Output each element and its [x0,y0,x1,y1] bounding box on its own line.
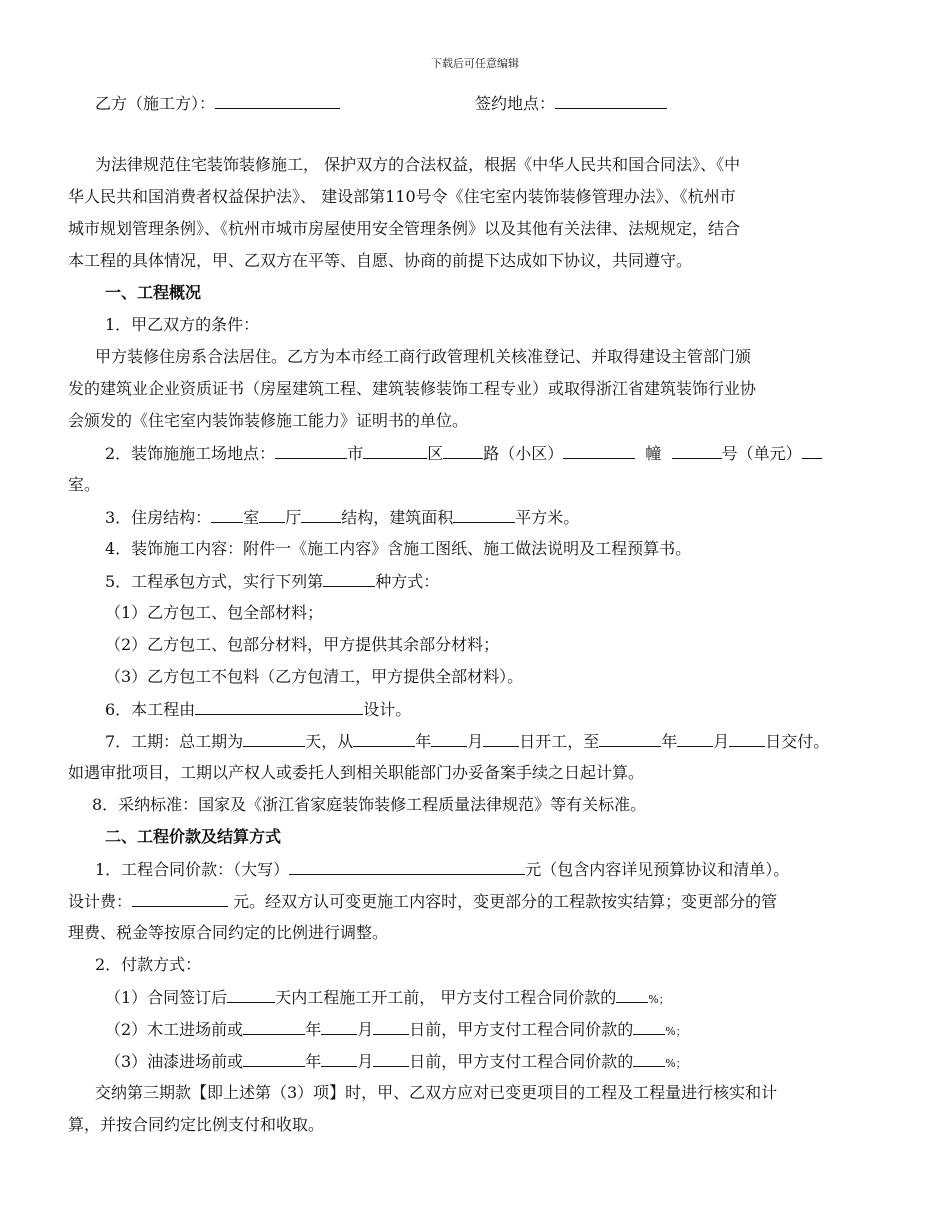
pay3-percent-blank [633,1051,665,1067]
pay1-percent-sign: %； [648,993,670,1006]
pay2-year-label: 年 [305,1020,322,1039]
intro-line-1: 为法律规范住宅装饰装修施工， 保护双方的合法权益，根据《中华人民共和国合同法》、《中 [95,155,741,174]
structure-label: 结构，建筑面积 [341,508,454,527]
s2-item1 [95,859,789,880]
intro-line-3: 城市规划管理条例》、《杭州市城市房屋使用安全管理条例》以及其他有关法律、法规规定，结合 [68,219,741,238]
s2-item1-line2 [68,891,777,912]
city-label: 市 [347,444,364,463]
s1-item5-prefix: 5．工程承包方式，实行下列第 [105,572,324,591]
s1-item8: 8．采纳标准：国家及《浙江省家庭装饰装修工程质量法律规范》等有关标准。 [92,795,647,814]
pay2-month-blank [321,1019,357,1035]
s2-item1-suffix: 元（包含内容详见预算协议和清单）。 [525,860,790,879]
end-year-label: 年 [661,732,678,751]
sign-place-blank [555,93,667,109]
start-label: 日开工，至 [519,732,600,751]
pay3-percent-sign: %； [665,1057,687,1070]
structure-blank [301,507,341,523]
party-b-line [95,93,340,114]
s1-item5-option-2: （2）乙方包工、包部分材料，甲方提供其余部分材料； [105,635,500,654]
unit-label: 号（单元） [721,444,802,463]
room-blank [802,443,822,459]
s1-item7 [105,731,829,752]
s1-item1: 1．甲乙双方的条件： [105,315,260,334]
s2-closing-1: 交纳第三期款【即上述第（3）项】时，甲、乙双方应对已变更项目的工程及工程量进行核实和计 [95,1083,778,1102]
s1-item2-room: 室。 [68,475,101,494]
pay2-percent-blank [633,1019,665,1035]
unit-blank [672,443,722,459]
end-month-blank [677,731,713,747]
contract-mode-blank [323,571,375,587]
end-day-blank [729,731,765,747]
room-count-blank [211,507,243,523]
pay2-percent-sign: %； [665,1025,687,1038]
pay2-year-blank [243,1019,305,1035]
end-year-blank [599,731,661,747]
intro-line-4: 本工程的具体情况，甲、乙双方在平等、自愿、协商的前提下达成如下协议，共同遵守。 [68,251,693,270]
start-month-blank [431,731,467,747]
hall-count-label: 厅 [285,508,302,527]
sign-place-label: 签约地点： [475,94,556,113]
pay1-prefix: （1）合同签订后 [105,988,228,1007]
s1-item6-suffix: 设计。 [363,700,412,719]
s1-item6 [105,699,411,720]
pay2-day-blank [373,1019,409,1035]
s1-item4: 4．装饰施工内容：附件一《施工内容》含施工图纸、施工做法说明及工程预算书。 [105,539,692,558]
s1-item1-body-1: 甲方装修住房系合法居住。乙方为本市经工商行政管理机关核准登记、并取得建设主管部门颁 [95,347,752,366]
start-day-blank [483,731,519,747]
room-count-label: 室 [243,508,260,527]
hall-count-blank [259,507,285,523]
design-fee-label: 设计费： [68,892,133,911]
intro-line-2: 华人民共和国消费者权益保护法》、 建设部第110号令《住宅室内装饰装修管理办法》、《杭州市 [68,187,736,206]
pay3-day-blank [373,1051,409,1067]
pay2-mid: 日前，甲方支付工程合同价款的 [409,1020,634,1039]
pay3-month-label: 月 [357,1052,374,1071]
page-header-note: 下载后可任意编辑 [431,57,519,70]
s1-item2 [105,443,822,464]
party-b-blank [215,93,340,109]
start-month-label: 月 [467,732,484,751]
area-unit-label: 平方米。 [515,508,580,527]
s1-item3 [105,507,579,528]
contract-price-blank [289,859,525,875]
s2-item2: 2．付款方式： [95,955,202,974]
s2-closing-2: 算，并按合同约定比例支付和收取。 [68,1115,325,1134]
road-blank [443,443,483,459]
total-days-blank [243,731,305,747]
s1-item2-prefix: 2．装饰施施工场地点： [105,444,276,463]
end-month-label: 月 [713,732,730,751]
start-year-blank [353,731,415,747]
s2-item1-line2-suffix: 元。经双方认可变更施工内容时，变更部分的工程款按实结算；变更部分的管 [228,892,778,911]
pay3-year-blank [243,1051,305,1067]
end-label: 日交付。 [765,732,830,751]
building-blank [563,443,635,459]
district-label: 区 [427,444,444,463]
start-year-label: 年 [415,732,432,751]
road-label: 路（小区） [483,444,564,463]
s2-item1-prefix: 1．工程合同价款：（大写） [95,860,290,879]
designer-blank [195,699,363,715]
days-label: 天，从 [305,732,354,751]
s1-item3-prefix: 3．住房结构： [105,508,212,527]
s2-payment-1 [105,987,670,1010]
pay2-prefix: （2）木工进场前或 [105,1020,244,1039]
pay3-mid: 日前，甲方支付工程合同价款的 [409,1052,634,1071]
s1-item5-suffix: 种方式： [375,572,440,591]
section-2-title: 二、工程价款及结算方式 [105,827,282,846]
building-label: 幢 [645,444,662,463]
s2-payment-2 [105,1019,687,1042]
pay1-percent-blank [616,987,648,1003]
s1-item7-note: 如遇审批项目，工期以产权人或委托人到相关职能部门办妥备案手续之日起计算。 [68,763,645,782]
section-1-title: 一、工程概况 [105,283,202,302]
pay3-prefix: （3）油漆进场前或 [105,1052,244,1071]
s1-item5-option-3: （3）乙方包工不包料（乙方包清工，甲方提供全部材料）。 [105,667,524,686]
pay3-month-blank [321,1051,357,1067]
pay3-year-label: 年 [305,1052,322,1071]
s1-item5 [105,571,439,592]
area-blank [453,507,515,523]
city-blank [275,443,347,459]
pay1-mid: 天内工程施工开工前， 甲方支付工程合同价款的 [275,988,617,1007]
s2-item1-line3: 理费、税金等按原合同约定的比例进行调整。 [68,923,389,942]
s1-item1-body-3: 会颁发的《住宅室内装饰装修施工能力》证明书的单位。 [68,411,469,430]
party-b-label: 乙方（施工方）： [95,94,216,113]
design-fee-blank [132,891,228,907]
s2-payment-3 [105,1051,687,1074]
pay2-month-label: 月 [357,1020,374,1039]
s1-item6-prefix: 6．本工程由 [105,700,196,719]
s1-item7-prefix: 7．工期：总工期为 [105,732,244,751]
sign-place-line [475,93,667,114]
district-blank [363,443,427,459]
pay1-days-blank [227,987,275,1003]
s1-item5-option-1: （1）乙方包工、包全部材料； [105,603,324,622]
s1-item1-body-2: 发的建筑业企业资质证书（房屋建筑工程、建筑装修装饰工程专业）或取得浙江省建筑装饰行业协 [68,379,757,398]
